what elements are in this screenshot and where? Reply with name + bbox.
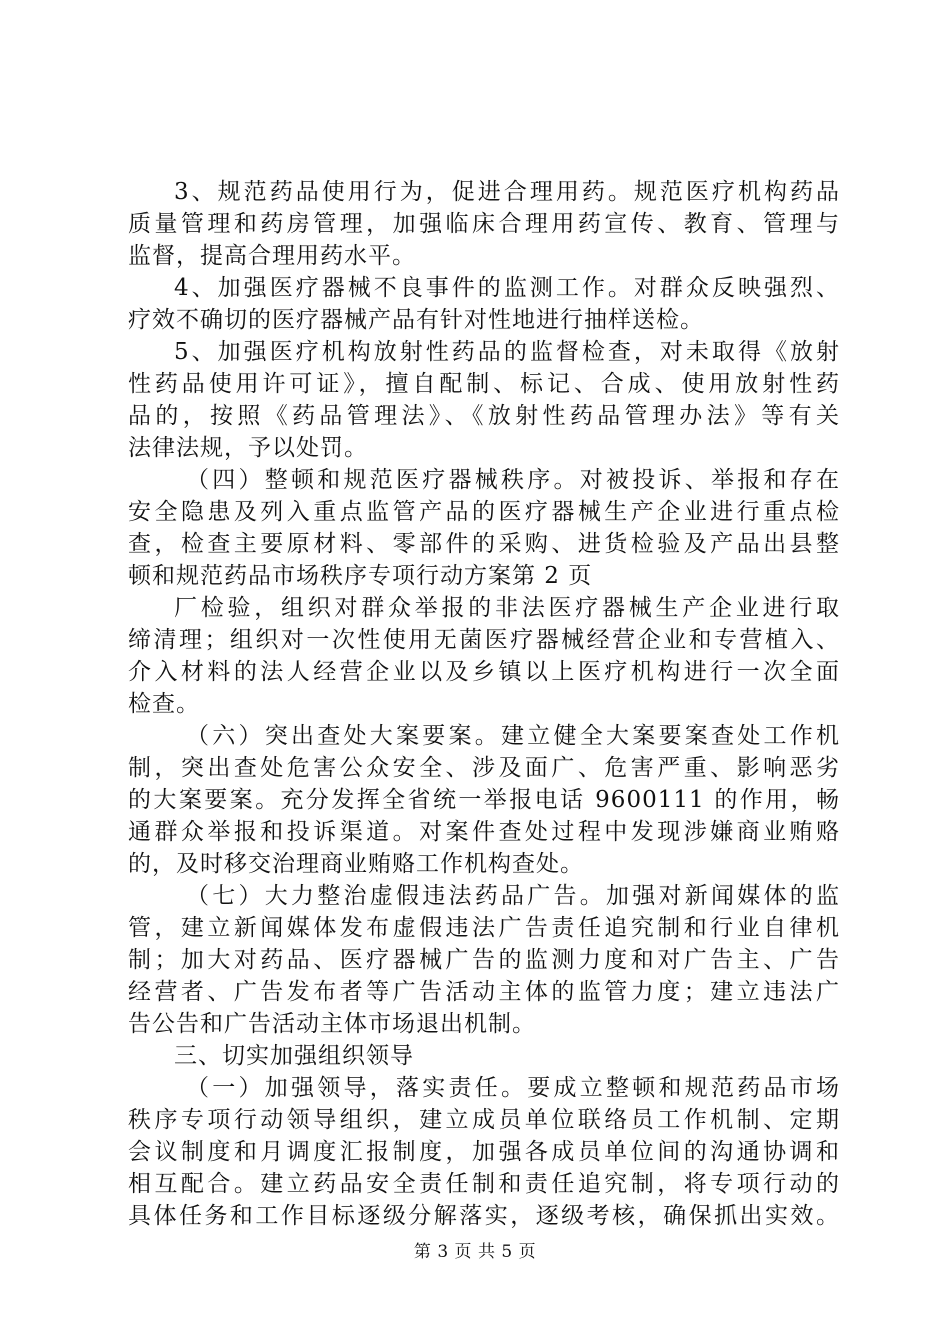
paragraph-4	[128, 272, 840, 336]
text-line: 通群众举报和投诉渠道。对案件查处过程中发现涉嫌商业贿赂	[128, 819, 840, 845]
text-line: 管，建立新闻媒体发布虚假违法广告责任追究制和行业自律机	[128, 915, 840, 941]
paragraph-section-1	[128, 1072, 840, 1232]
text-line: （六）突出查处大案要案。建立健全大案要案查处工作机	[186, 723, 840, 749]
text-line: 秩序专项行动领导组织，建立成员单位联络员工作机制、定期	[128, 1107, 840, 1133]
text-line: 3、规范药品使用行为，促进合理用药。规范医疗机构药品	[174, 179, 840, 205]
text-line: 制；加大对药品、医疗器械广告的监测力度和对广告主、广告	[128, 947, 840, 973]
paragraph-5	[128, 336, 840, 464]
body-text	[128, 176, 840, 1232]
paragraph-section-7	[128, 880, 840, 1040]
text-line: 缔清理；组织对一次性使用无菌医疗器械经营企业和专营植入、	[128, 627, 840, 653]
heading-line: 三、切实加强组织领导	[174, 1043, 414, 1069]
text-line: 检查。	[128, 691, 200, 717]
text-line: 查，检查主要原材料、零部件的采购、进货检验及产品出县整	[128, 531, 840, 557]
text-line: 介入材料的法人经营企业以及乡镇以上医疗机构进行一次全面	[128, 659, 840, 685]
text-line: 性药品使用许可证》，擅自配制、标记、合成、使用放射性药	[128, 371, 840, 397]
text-line: 的，及时移交治理商业贿赂工作机构查处。	[128, 851, 584, 877]
text-line: 经营者、广告发布者等广告活动主体的监管力度；建立违法广	[128, 979, 840, 1005]
paragraph-section-4	[128, 464, 840, 592]
text-line: （七）大力整治虚假违法药品广告。加强对新闻媒体的监	[186, 883, 840, 909]
text-line: （一）加强领导，落实责任。要成立整顿和规范药品市场	[186, 1075, 840, 1101]
text-line: 品的，按照《药品管理法》、《放射性药品管理办法》等有关	[128, 403, 840, 429]
text-line: 告公告和广告活动主体市场退出机制。	[128, 1011, 536, 1037]
text-line: 疗效不确切的医疗器械产品有针对性地进行抽样送检。	[128, 307, 704, 333]
text-line: 5、加强医疗机构放射性药品的监督检查，对未取得《放射	[174, 339, 840, 365]
paragraph-section-6	[128, 720, 840, 880]
page-footer: 第 3 页 共 5 页	[413, 1242, 537, 1262]
text-line: （四）整顿和规范医疗器械秩序。对被投诉、举报和存在	[186, 467, 840, 493]
text-line: 安全隐患及列入重点监管产品的医疗器械生产企业进行重点检	[128, 499, 840, 525]
text-line: 的大案要案。充分发挥全省统一举报电话 9600111 的作用，畅	[128, 787, 840, 813]
text-line: 顿和规范药品市场秩序专项行动方案第 2 页	[128, 563, 593, 589]
text-line: 法律法规，予以处罚。	[128, 435, 368, 461]
text-line: 厂检验，组织对群众举报的非法医疗器械生产企业进行取	[174, 595, 840, 621]
text-line: 相互配合。建立药品安全责任制和责任追究制，将专项行动的	[128, 1171, 840, 1197]
paragraph-3	[128, 176, 840, 272]
text-line: 监督，提高合理用药水平。	[128, 243, 416, 269]
text-line: 会议制度和月调度汇报制度，加强各成员单位间的沟通协调和	[128, 1139, 840, 1165]
text-line: 4、加强医疗器械不良事件的监测工作。对群众反映强烈、	[174, 275, 840, 301]
text-line: 质量管理和药房管理，加强临床合理用药宣传、教育、管理与	[128, 211, 840, 237]
paragraph-continued	[128, 592, 840, 720]
text-line: 制，突出查处危害公众安全、涉及面广、危害严重、影响恶劣	[128, 755, 840, 781]
text-line: 具体任务和工作目标逐级分解落实，逐级考核，确保抓出实效。	[128, 1203, 840, 1229]
section-heading	[128, 1040, 840, 1072]
